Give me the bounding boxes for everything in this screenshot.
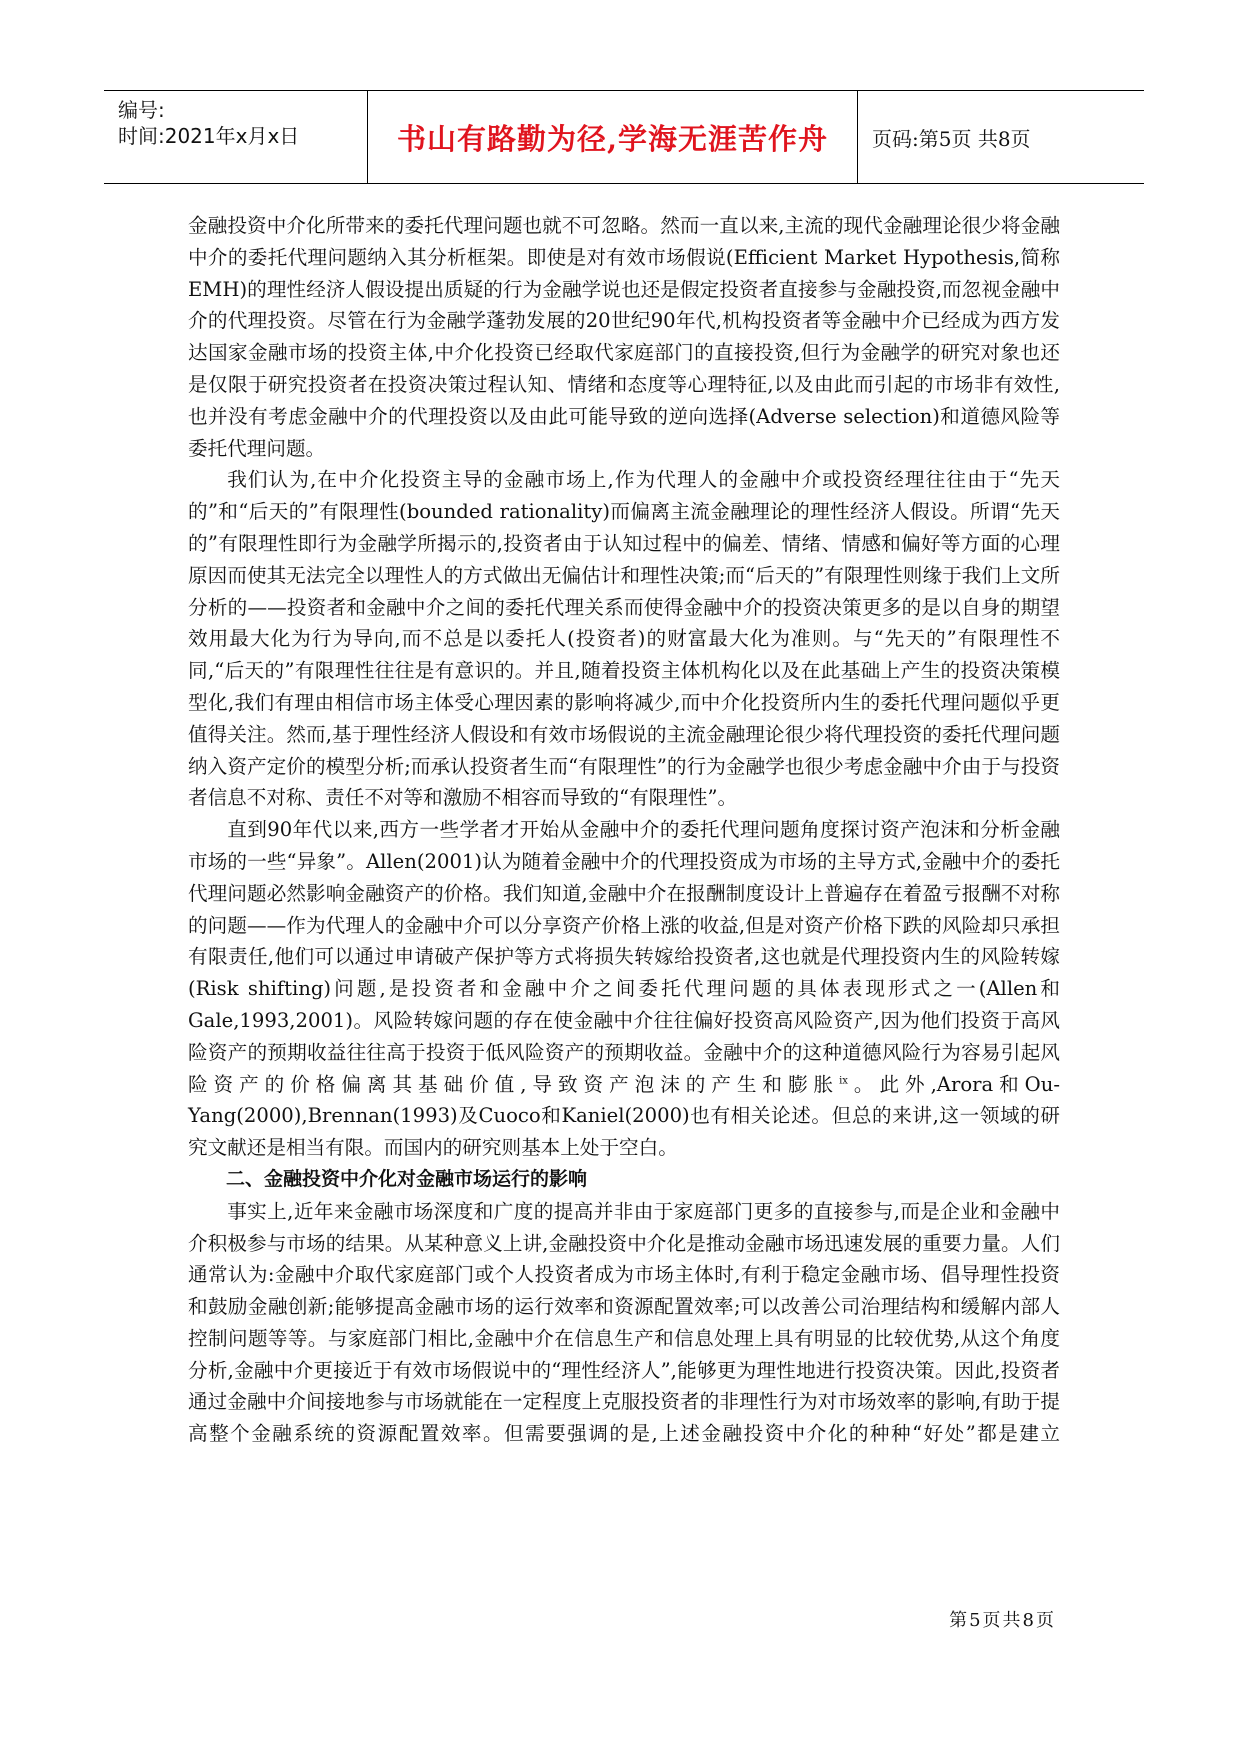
header-motto: 书山有路勤为径,学海无涯苦作舟 — [368, 91, 858, 183]
paragraph-3 — [188, 814, 1060, 1164]
footnote-reference: ix — [839, 1074, 848, 1086]
document-body — [188, 210, 1060, 1450]
paragraph-3-text-a: 直到90年代以来,西方一些学者才开始从金融中介的委托代理问题角度探讨资产泡沫和分析金融市场的一些“异象”。Allen(2001)认为随着金融中介的代理投资成为市场的主导方式,金融中介的委托代理问题必然影响金融资产的价格。我们知道,金融中介在报酬制度设计上普遍存在着盈亏报酬不对称的问题——作为代理人的金融中介可以分享资产价格上涨的收益,但是对资产价格下跌的风险却只承担有限责任,他们可以通过申请破产保护等方式将损失转嫁给投资者,这也就是代理投资内生的风险转嫁(Risk shifting)问题,是投资者和金融中介之间委托代理问题的具体表现形式之一(Allen和Gale,1993,2001)。风险转嫁问题的存在使金融中介往往偏好投资高风险资产,因为他们投资于高风险资产的预期收益往往高于投资于低风险资产的预期收益。金融中介的这种道德风险行为容易引起风险资产的价格偏离其基础价值,导致资产泡沫的产生和膨胀 — [188, 818, 1060, 1096]
paragraph-3-text-b: 。此外,Arora和Ou-Yang(2000),Brennan(1993)及Cuoco和Kaniel(2000)也有相关论述。但总的来讲,这一领域的研究文献还是相当有限。而国内的研究则基本上处于空白。 — [188, 1072, 1060, 1160]
document-time-label: 时间:2021年x月x日 — [118, 124, 300, 148]
paragraph-1: 金融投资中介化所带来的委托代理问题也就不可忽略。然而一直以来,主流的现代金融理论很少将金融中介的委托代理问题纳入其分析框架。即使是对有效市场假说(Efficient Market Hypothesis,简称EMH)的理性经济人假设提出质疑的行为金融学说也还是假定投资者直接参与金融投资,而忽视金融中介的代理投资。尽管在行为金融学蓬勃发展的20世纪90年代,机构投资者等金融中介已经成为西方发达国家金融市场的投资主体,中介化投资已经取代家庭部门的直接投资,但行为金融学的研究对象也还是仅限于研究投资者在投资决策过程认知、情绪和态度等心理特征,以及由此而引起的市场非有效性,也并没有考虑金融中介的代理投资以及由此可能导致的逆向选择(Adverse selection)和道德风险等委托代理问题。 — [188, 214, 1060, 460]
paragraph-4: 事实上,近年来金融市场深度和广度的提高并非由于家庭部门更多的直接参与,而是企业和金融中介积极参与市场的结果。从某种意义上讲,金融投资中介化是推动金融市场迅速发展的重要力量。人们通常认为:金融中介取代家庭部门或个人投资者成为市场主体时,有利于稳定金融市场、倡导理性投资和鼓励金融创新;能够提高金融市场的运行效率和资源配置效率;可以改善公司治理结构和缓解内部人控制问题等等。与家庭部门相比,金融中介在信息生产和信息处理上具有明显的比较优势,从这个角度分析,金融中介更接近于有效市场假说中的“理性经济人”,能够更为理性地进行投资决策。因此,投资者通过金融中介间接地参与市场就能在一定程度上克服投资者的非理性行为对市场效率的影响,有助于提高整个金融系统的资源配置效率。但需要强调的是,上述金融投资中介化的种种“好处”都是建立 — [188, 1199, 1060, 1446]
header-page-label: 页码:第5页 共8页 — [872, 126, 1031, 151]
paragraph-2: 我们认为,在中介化投资主导的金融市场上,作为代理人的金融中介或投资经理往往由于“先天的”和“后天的”有限理性(bounded rationality)而偏离主流金融理论的理性经济人假设。所谓“先天的”有限理性即行为金融学所揭示的,投资者由于认知过程中的偏差、情绪、情感和偏好等方面的心理原因而使其无法完全以理性人的方式做出无偏估计和理性决策;而“后天的”有限理性则缘于我们上文所分析的——投资者和金融中介之间的委托代理关系而使得金融中介的投资决策更多的是以自身的期望效用最大化为行为导向,而不总是以委托人(投资者)的财富最大化为准则。与“先天的”有限理性不同,“后天的”有限理性往往是有意识的。并且,随着投资主体机构化以及在此基础上产生的投资决策模型化,我们有理由相信市场主体受心理因素的影响将减少,而中介化投资所内生的委托代理问题似乎更值得关注。然而,基于理性经济人假设和有效市场假说的主流金融理论很少将代理投资的委托代理问题纳入资产定价的模型分析;而承认投资者生而“有限理性”的行为金融学也很少考虑金融中介由于与投资者信息不对称、责任不对等和激励不相容而导致的“有限理性”。 — [188, 468, 1060, 810]
section-heading: 二、金融投资中介化对金融市场运行的影响 — [226, 1167, 588, 1190]
document-number-label: 编号: — [118, 98, 165, 122]
page-footer: 第5页共8页 — [949, 1610, 1056, 1631]
page-header — [104, 90, 1144, 184]
header-meta — [104, 91, 368, 183]
